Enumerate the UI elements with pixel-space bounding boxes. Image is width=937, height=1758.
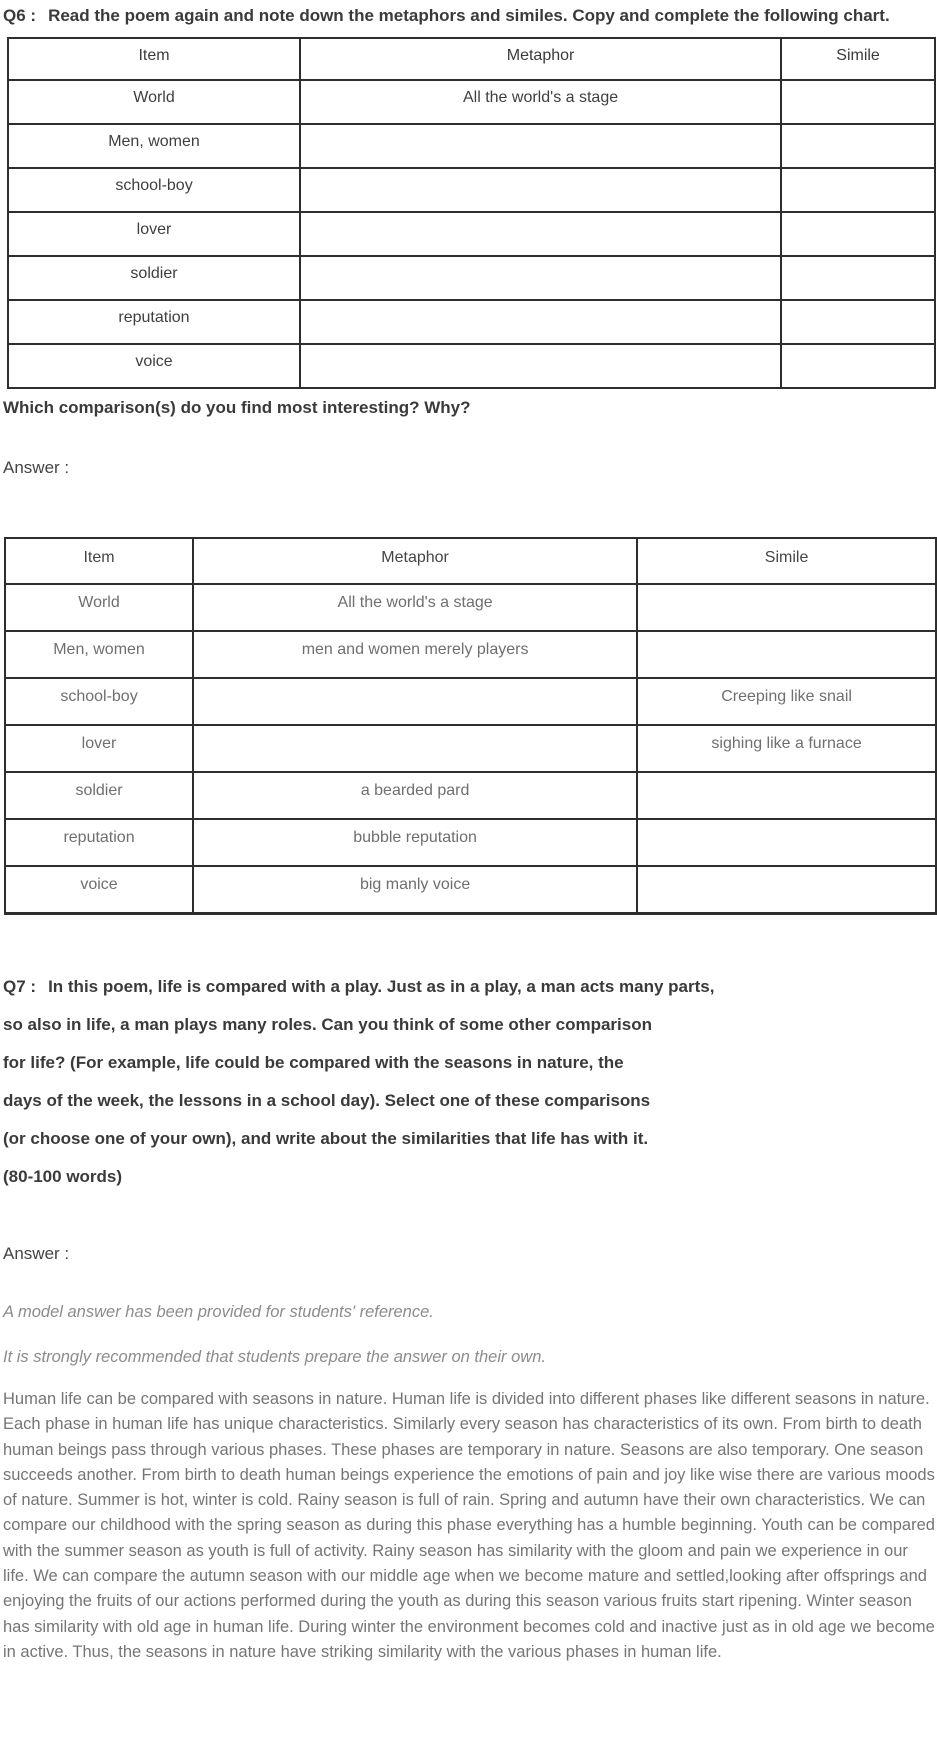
column-header-metaphor: Metaphor	[300, 38, 781, 80]
metaphor-cell	[300, 168, 781, 212]
metaphor-cell: a bearded pard	[193, 772, 637, 819]
simile-cell: sighing like a furnace	[637, 725, 936, 772]
model-answer-note: It is strongly recommended that students prepare the answer on their own.	[3, 1348, 546, 1366]
simile-cell: Creeping like snail	[637, 678, 936, 725]
question-q7	[3, 968, 935, 1196]
simile-cell	[637, 772, 936, 819]
simile-cell	[637, 866, 936, 914]
item-cell: soldier	[5, 772, 193, 819]
item-cell: voice	[5, 866, 193, 914]
metaphor-cell: All the world's a stage	[300, 80, 781, 124]
table-row	[8, 124, 935, 168]
table-row	[8, 80, 935, 124]
simile-cell	[781, 168, 935, 212]
column-header-item: Item	[8, 38, 300, 80]
model-answer-note: A model answer has been provided for students' reference.	[3, 1303, 434, 1321]
table-row	[5, 772, 936, 819]
table-row	[8, 344, 935, 388]
question-q7-line: for life? (For example, life could be compared with the seasons in nature, the	[3, 1053, 624, 1072]
simile-cell	[637, 631, 936, 678]
simile-cell	[637, 819, 936, 866]
item-cell: lover	[5, 725, 193, 772]
metaphor-cell	[300, 124, 781, 168]
column-header-metaphor: Metaphor	[193, 538, 637, 584]
item-cell: voice	[8, 344, 300, 388]
question-q6-followup: Which comparison(s) do you find most interesting? Why?	[3, 398, 471, 417]
question-q7-text: In this poem, life is compared with a play. Just as in a play, a man acts many parts,	[48, 977, 715, 996]
item-cell: World	[5, 584, 193, 631]
simile-cell	[781, 212, 935, 256]
simile-cell	[781, 124, 935, 168]
metaphor-cell: All the world's a stage	[193, 584, 637, 631]
blank-chart-table	[7, 37, 936, 389]
metaphor-cell	[300, 212, 781, 256]
question-q7-word-limit: (80-100 words)	[3, 1167, 123, 1186]
metaphor-cell	[300, 300, 781, 344]
simile-cell	[637, 584, 936, 631]
table-row	[8, 256, 935, 300]
question-q6-text: Read the poem again and note down the metaphors and similes. Copy and complete the following chart.	[48, 6, 890, 25]
question-q7-line: days of the week, the lessons in a school day). Select one of these comparisons	[3, 1091, 651, 1110]
model-answer-paragraph: Human life can be compared with seasons in nature. Human life is divided into different phases like different seasons in nature. Each phase in human life has unique characteristics. Similarly every season has characteristics of its own. From birth to death human beings pass through various phases. These phases are temporary in nature. Seasons are also temporary. One season succeeds another. From birth to death human beings experience the emotions of pain and joy like wise there are various moods of nature. Summer is hot, winter is cold. Rainy season is full of rain. Spring and autumn have their own characteristics. We can compare our childhood with the spring season as during this phase everything has a humble beginning. Youth can be compared with the summer season as youth is full of activity. Rainy season has similarity with the gloom and pain we experience in our life. We can compare the autumn season with our middle age when we become mature and settled,looking after offsprings and enjoying the fruits of our actions performed during the youth as during this season various fruits start ripening. Winter season has similarity with old age in human life. During winter the environment becomes cold and inactive just as in old age we become in active. Thus, the seasons in nature have striking similarity with the various phases in human life.	[3, 1390, 935, 1661]
question-q6-label: Q6 :	[3, 6, 37, 25]
simile-cell	[781, 344, 935, 388]
item-cell: reputation	[8, 300, 300, 344]
question-q7-line	[3, 968, 935, 1006]
answer-label-q6: Answer :	[3, 458, 70, 477]
item-cell: school-boy	[5, 678, 193, 725]
item-cell: lover	[8, 212, 300, 256]
item-cell: soldier	[8, 256, 300, 300]
table-row	[5, 631, 936, 678]
question-q6	[3, 3, 918, 28]
metaphor-cell: big manly voice	[193, 866, 637, 914]
table-header-row	[5, 538, 936, 584]
metaphor-cell	[193, 725, 637, 772]
question-q7-line: so also in life, a man plays many roles. Can you think of some other comparison	[3, 1015, 652, 1034]
table-row	[5, 678, 936, 725]
table-row	[8, 168, 935, 212]
table-row	[5, 866, 936, 914]
simile-cell	[781, 300, 935, 344]
table-row	[8, 212, 935, 256]
simile-cell	[781, 256, 935, 300]
column-header-simile: Simile	[781, 38, 935, 80]
question-q7-line: (or choose one of your own), and write about the similarities that life has with it.	[3, 1129, 649, 1148]
table-row	[5, 819, 936, 866]
question-q7-label: Q7 :	[3, 977, 37, 996]
metaphor-cell	[300, 256, 781, 300]
item-cell: Men, women	[8, 124, 300, 168]
answer-label-q7: Answer :	[3, 1244, 70, 1263]
column-header-simile: Simile	[637, 538, 936, 584]
table-row	[5, 725, 936, 772]
metaphor-cell	[300, 344, 781, 388]
table-row	[5, 584, 936, 631]
simile-cell	[781, 80, 935, 124]
table-header-row	[8, 38, 935, 80]
answer-chart-table	[4, 537, 937, 915]
table-row	[8, 300, 935, 344]
item-cell: World	[8, 80, 300, 124]
item-cell: school-boy	[8, 168, 300, 212]
metaphor-cell: bubble reputation	[193, 819, 637, 866]
item-cell: Men, women	[5, 631, 193, 678]
metaphor-cell	[193, 678, 637, 725]
item-cell: reputation	[5, 819, 193, 866]
metaphor-cell: men and women merely players	[193, 631, 637, 678]
column-header-item: Item	[5, 538, 193, 584]
